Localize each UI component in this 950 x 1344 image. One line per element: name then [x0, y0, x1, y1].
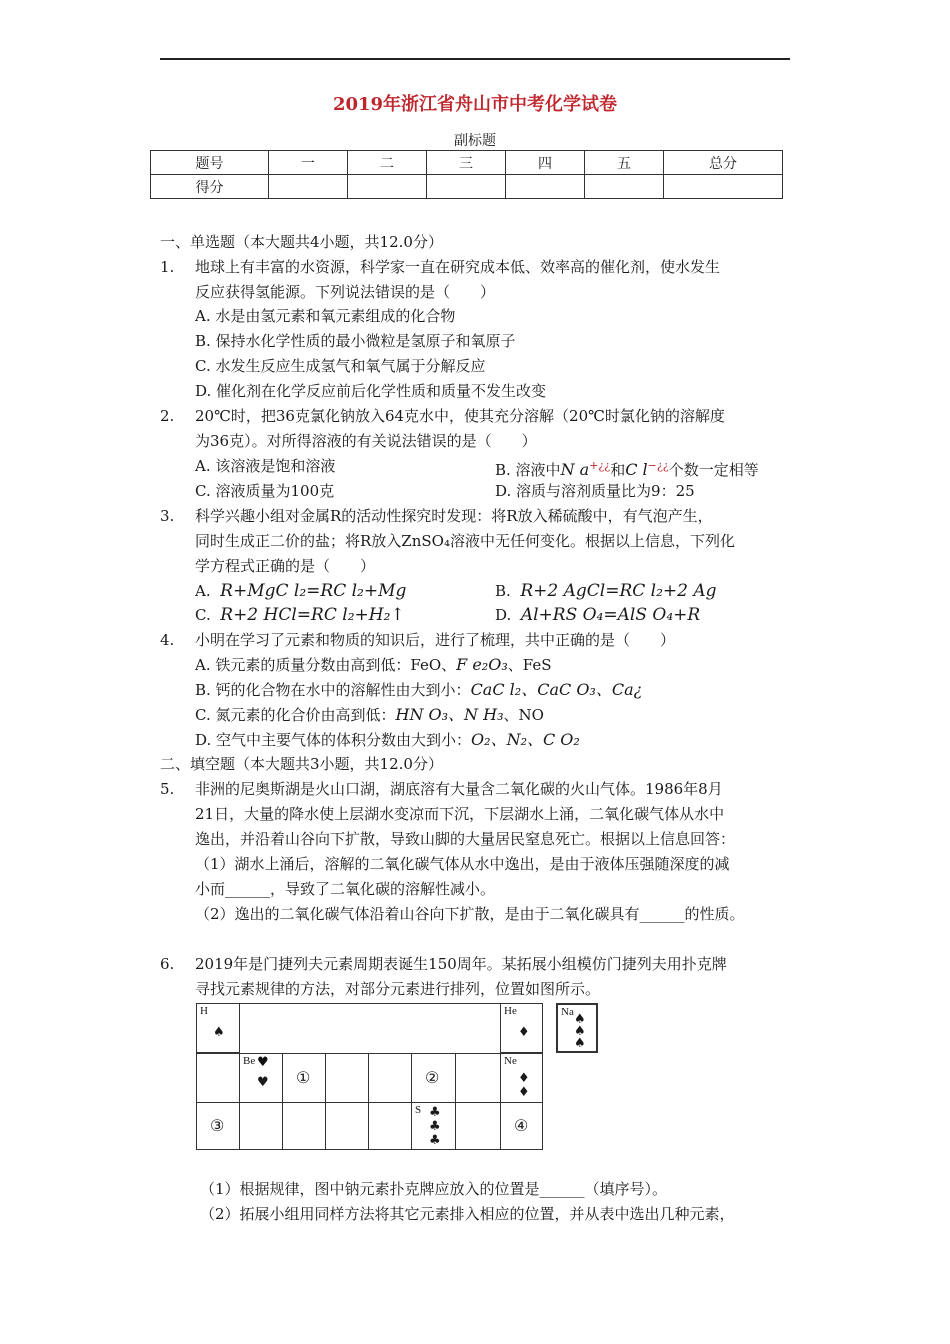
math-expression: R+MgC l₂=RC l₂+Mg [220, 581, 407, 601]
option-label: A. [195, 582, 211, 600]
question-text: 地球上有丰富的水资源，科学家一直在研究成本低、效率高的催化剂，使水发生 [195, 258, 721, 276]
card-sodium [556, 1003, 598, 1053]
option-b [195, 680, 642, 700]
option-d [195, 730, 580, 750]
table-cell-empty [282, 1102, 326, 1150]
question-text: 学方程式正确的是（ ） [195, 557, 376, 575]
math-expression: N a [560, 460, 590, 479]
question-text: 反应获得氢能源。下列说法错误的是（ ） [195, 283, 496, 301]
option-label: B. [495, 582, 511, 600]
club-icon: ♣ [429, 1133, 441, 1148]
option-text: A. 铁元素的质量分数由高到低：FeO、 [195, 656, 457, 674]
question-text: 小明在学习了元素和物质的知识后，进行了梳理，共中正确的是（ ） [195, 631, 676, 649]
option-text: 个数一定相等 [668, 461, 759, 479]
question-text: 2019年是门捷列夫元素周期表诞生150周年。某拓展小组模仿门捷列夫用扑克牌 [195, 955, 727, 973]
table-cell: 三 [427, 151, 506, 175]
score-table [150, 150, 783, 199]
option-a [195, 655, 552, 675]
position-marker: ① [296, 1068, 311, 1087]
question-text: （2）拓展小组用同样方法将其它元素排入相应的位置，并从表中选出几种元素， [200, 1205, 735, 1223]
table-cell-empty [325, 1053, 369, 1103]
table-cell-empty [196, 1053, 240, 1103]
table-row [151, 175, 783, 199]
math-expression: C l [625, 460, 648, 479]
table-cell-empty [455, 1053, 501, 1103]
question-number: 6. [160, 955, 175, 973]
option-d: D. 催化剂在化学反应前后化学性质和质量不发生改变 [195, 382, 547, 400]
spade-icon: ♠ [574, 1036, 586, 1051]
question-number: 1. [160, 258, 175, 276]
diamond-icon: ♦ [518, 1085, 530, 1100]
question-text: 寻找元素规律的方法，对部分元素进行排列，位置如图所示。 [195, 980, 601, 998]
option-text: 、FeS [507, 656, 552, 674]
question-number: 3. [160, 507, 175, 525]
math-superscript: −¿¿ [647, 459, 669, 472]
section-heading: 二、填空题（本大题共3小题，共12.0分） [160, 755, 443, 773]
option-text: D. 空气中主要气体的体积分数由大到小： [195, 731, 472, 749]
question-text: （1）根据规律，图中钠元素扑克牌应放入的位置是______（填序号）。 [200, 1180, 668, 1198]
math-expression: Al+RS O₄=AlS O₄+R [520, 605, 701, 625]
card-label: Ne [504, 1055, 517, 1067]
option-text: B. 钙的化合物在水中的溶解性由大到小： [195, 681, 471, 699]
option-a: A. 水是由氢元素和氧元素组成的化合物 [195, 307, 456, 325]
question-number: 2. [160, 407, 175, 425]
option-d: D. 溶质与溶剂质量比为9：25 [495, 482, 695, 500]
table-cell-empty [239, 1102, 283, 1150]
table-cell: 一 [269, 151, 348, 175]
top-rule [160, 58, 790, 60]
section-heading: 一、单选题（本大题共4小题，共12.0分） [160, 233, 443, 251]
option-c: C. 水发生反应生成氢气和氧气属于分解反应 [195, 357, 486, 375]
table-cell: 五 [585, 151, 664, 175]
table-cell [269, 175, 348, 199]
option-text: B. 溶液中 [495, 461, 561, 479]
question-text: 20℃时，把36克氯化钠放入64克水中，使其充分溶解（20℃时氯化钠的溶解度 [195, 407, 725, 425]
question-number: 4. [160, 631, 175, 649]
question-text: 逸出，并沿着山谷向下扩散，导致山脚的大量居民窒息死亡。根据以上信息回答： [195, 830, 736, 848]
table-cell-empty [455, 1102, 501, 1150]
position-marker: ④ [514, 1116, 529, 1135]
position-marker: ③ [210, 1116, 225, 1135]
option-c: C. 溶液质量为100克 [195, 482, 335, 500]
math-expression: F e₂O₃ [456, 655, 508, 674]
option-b [495, 456, 759, 480]
spade-icon: ♠ [213, 1025, 225, 1040]
question-text: 为36克）。对所得溶液的有关说法错误的是（ ） [195, 432, 537, 450]
club-icon: ♣ [429, 1105, 441, 1120]
question-text: 21日，大量的降水使上层湖水变凉而下沉，下层湖水上涌，二氧化碳气体从水中 [195, 805, 725, 823]
position-marker: ② [425, 1068, 440, 1087]
table-cell [585, 175, 664, 199]
table-top-edge [240, 1003, 500, 1053]
question-text: （1）湖水上涌后，溶解的二氧化碳气体从水中逸出，是由于液体压强随深度的减 [195, 855, 730, 873]
card-beryllium [239, 1053, 283, 1103]
heart-icon: ♥ [257, 1055, 269, 1070]
math-expression: CaC l₂、CaC O₃、Ca¿ [470, 680, 643, 699]
table-cell: 四 [506, 151, 585, 175]
math-expression: R+2 AgCl=RC l₂+2 Ag [520, 581, 717, 601]
table-cell [506, 175, 585, 199]
option-text: 和 [610, 461, 626, 479]
question-number: 5. [160, 780, 175, 798]
card-neon [500, 1053, 543, 1103]
table-cell [427, 175, 506, 199]
option-a [195, 581, 406, 601]
page-subtitle: 副标题 [454, 133, 496, 149]
table-cell [348, 175, 427, 199]
spade-icon: ♠ [574, 1012, 586, 1027]
table-cell-empty [325, 1102, 369, 1150]
math-expression: O₂、N₂、C O₂ [471, 730, 580, 749]
position-1 [282, 1053, 326, 1103]
option-c [195, 605, 405, 625]
question-text: 科学兴趣小组对金属R的活动性探究时发现：将R放入稀硫酸中，有气泡产生， [195, 507, 713, 525]
card-sulfur [411, 1102, 456, 1150]
question-text: （2）逸出的二氧化碳气体沿着山谷向下扩散，是由于二氧化碳具有______的性质。 [195, 905, 745, 923]
question-text: 同时生成正二价的盐；将R放入ZnSO₄溶液中无任何变化。根据以上信息，下列化 [195, 532, 735, 550]
option-text: C. 氮元素的化合价由高到低： [195, 706, 396, 724]
table-cell-empty [368, 1102, 412, 1150]
card-hydrogen [196, 1003, 240, 1053]
math-expression: HN O₃、N H₃ [395, 705, 504, 724]
diamond-icon: ♦ [518, 1071, 530, 1086]
math-superscript: +¿¿ [589, 459, 611, 472]
option-b: B. 保持水化学性质的最小微粒是氢原子和氧原子 [195, 332, 516, 350]
card-label: H [200, 1005, 208, 1017]
table-row [151, 151, 783, 175]
question-text: 非洲的尼奥斯湖是火山口湖，湖底溶有大量含二氧化碳的火山气体。1986年8月 [195, 780, 723, 798]
option-d [495, 605, 700, 625]
math-expression: R+2 HCl=RC l₂+H₂↑ [220, 605, 405, 625]
table-cell: 题号 [151, 151, 269, 175]
table-cell-empty [368, 1053, 412, 1103]
option-label: D. [495, 606, 512, 624]
position-3 [196, 1102, 240, 1150]
table-cell [664, 175, 783, 199]
option-c [195, 705, 544, 725]
position-4 [500, 1102, 543, 1150]
option-a: A. 该溶液是饱和溶液 [195, 457, 336, 475]
card-label: Be [243, 1055, 256, 1067]
table-cell: 二 [348, 151, 427, 175]
card-label: He [504, 1005, 517, 1017]
question-text: 小而______，导致了二氧化碳的溶解性减小。 [195, 880, 496, 898]
heart-icon: ♥ [257, 1075, 269, 1090]
option-b [495, 581, 717, 601]
spade-icon: ♠ [574, 1024, 586, 1039]
page-title: 2019年浙江省舟山市中考化学试卷 [332, 94, 618, 115]
table-cell: 总分 [664, 151, 783, 175]
club-icon: ♣ [429, 1119, 441, 1134]
diamond-icon: ♦ [518, 1025, 530, 1040]
card-helium [500, 1003, 543, 1053]
option-text: 、NO [503, 706, 544, 724]
table-cell: 得分 [151, 175, 269, 199]
card-label: S [415, 1104, 422, 1116]
position-2 [411, 1053, 456, 1103]
option-label: C. [195, 606, 211, 624]
card-label: Na [561, 1006, 574, 1018]
